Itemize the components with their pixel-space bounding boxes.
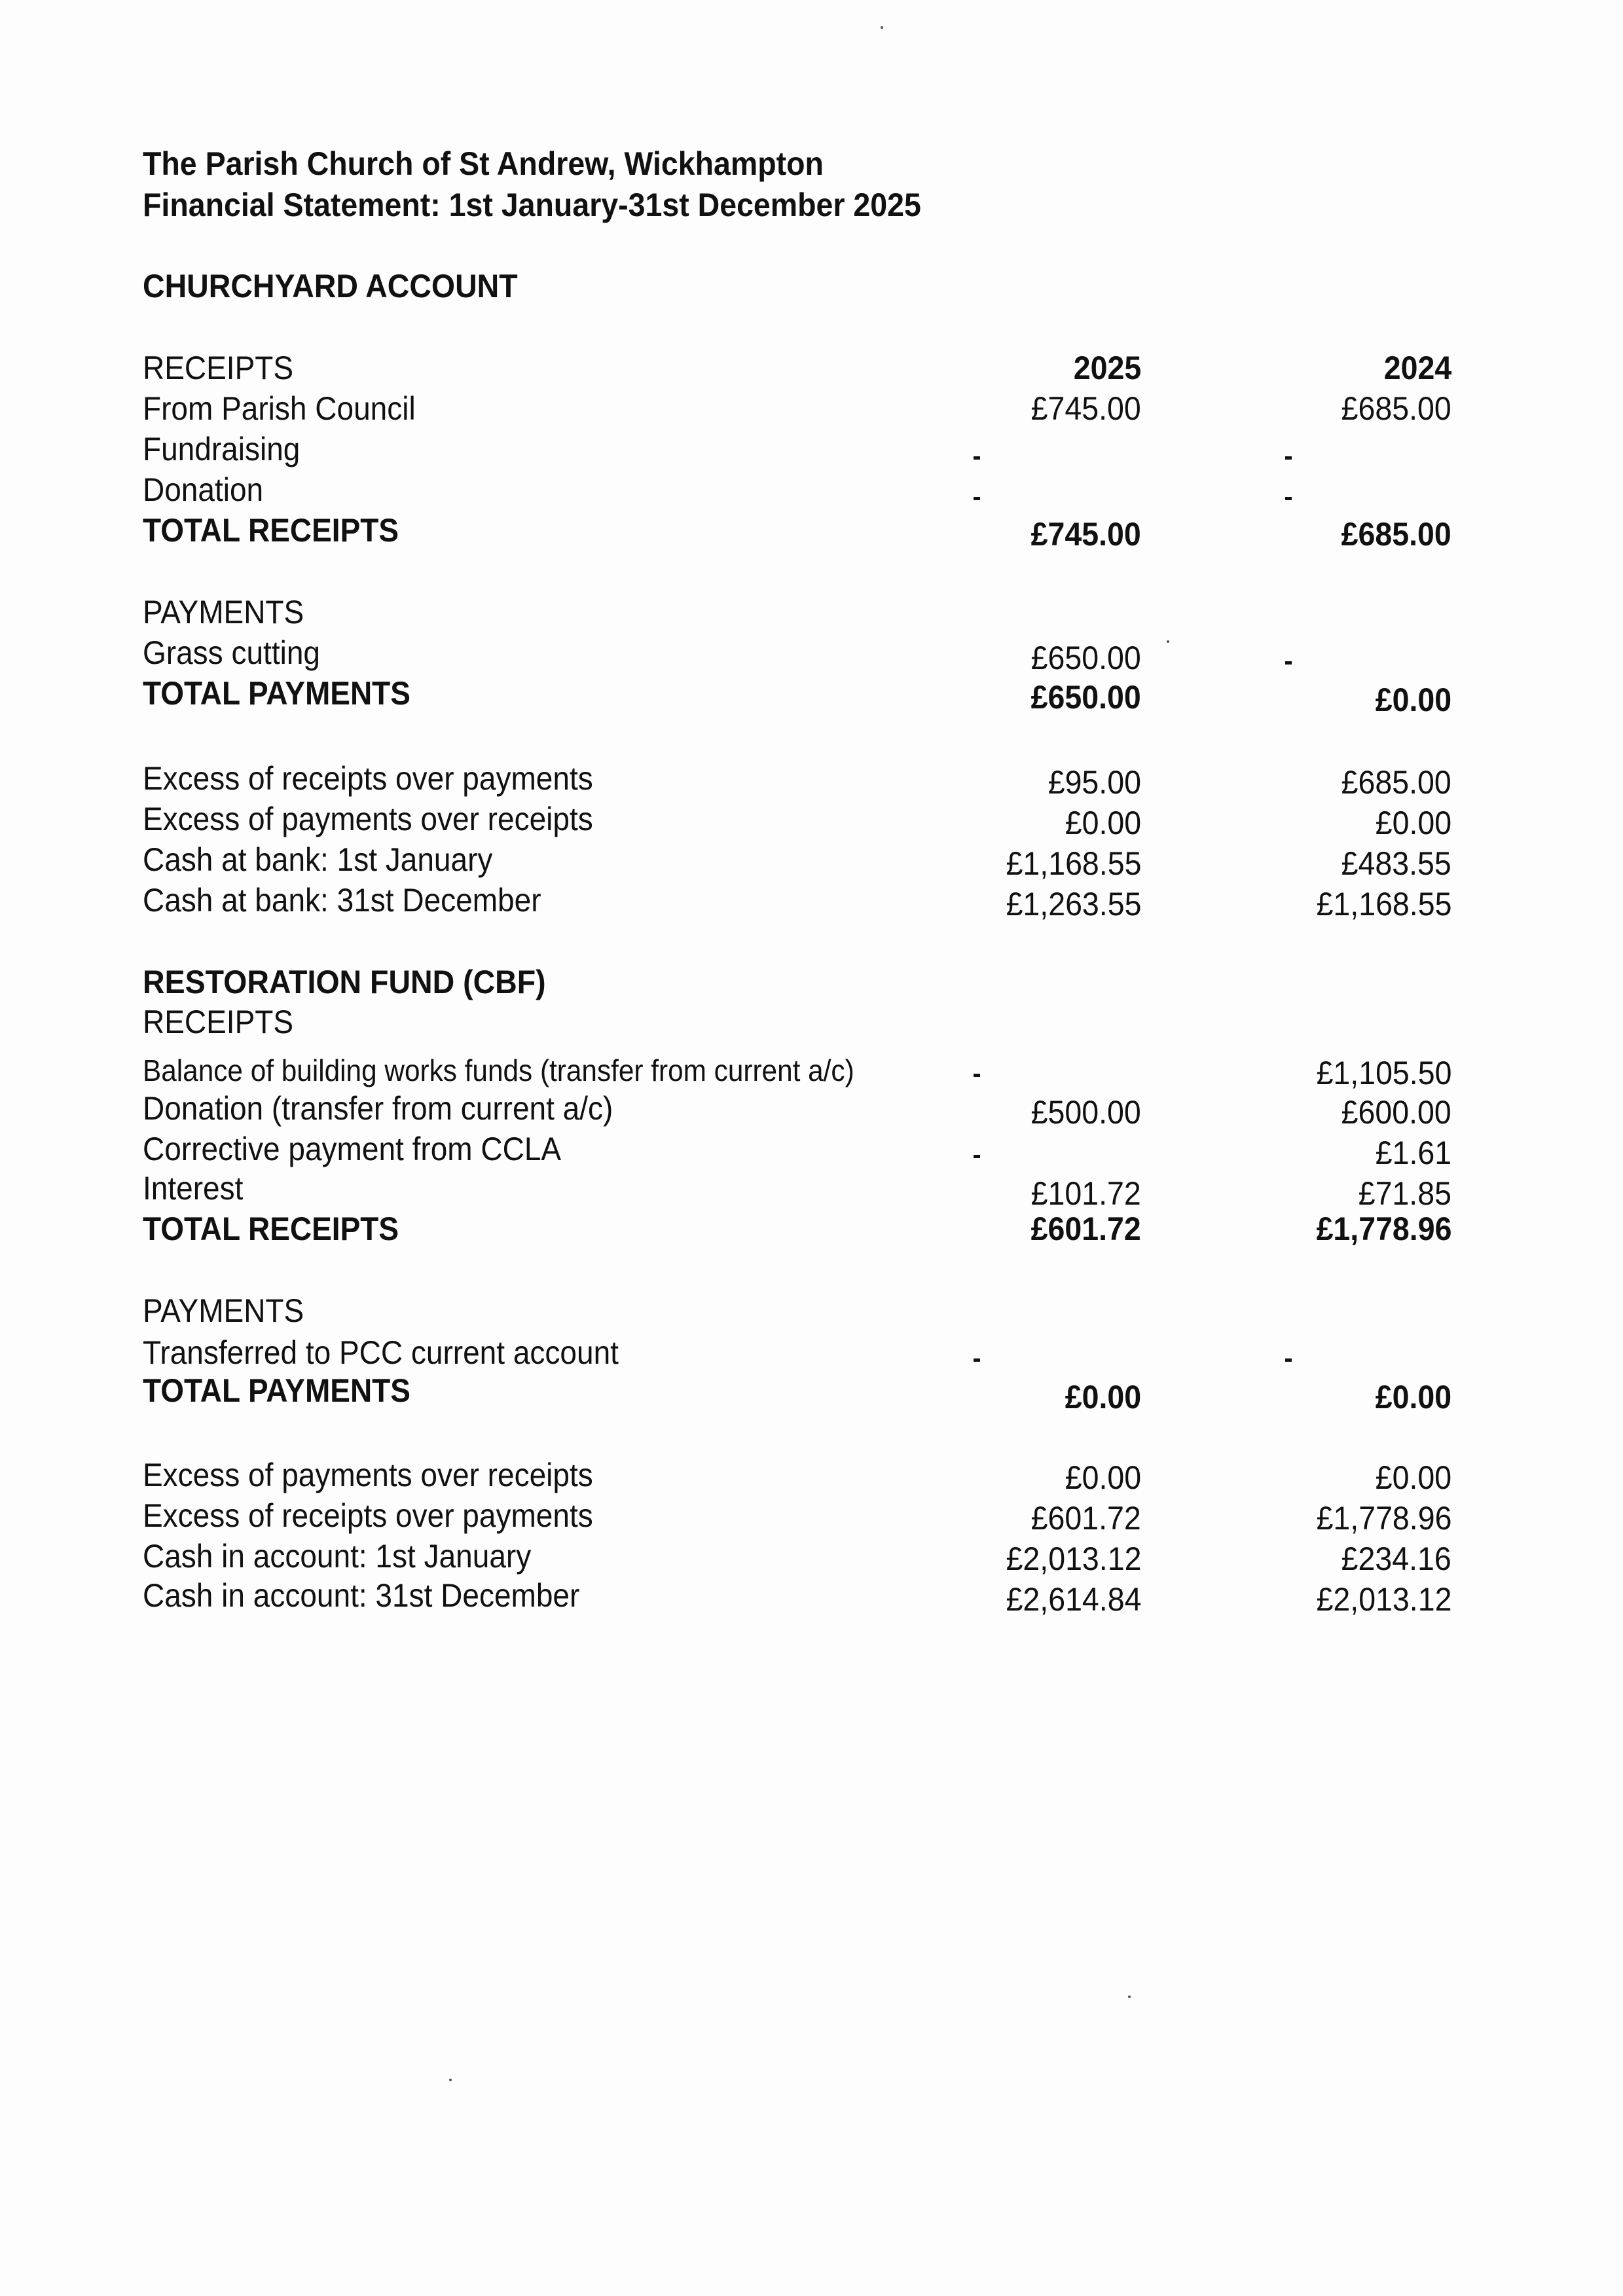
- row-label: TOTAL PAYMENTS: [143, 675, 410, 712]
- row-label: Cash in account: 31st December: [143, 1577, 580, 1614]
- table-row: [0, 1536, 1623, 1576]
- value-2025: £2,013.12: [1006, 1540, 1141, 1577]
- value-2025: £601.72: [1030, 1211, 1141, 1247]
- table-row: [0, 1455, 1623, 1495]
- restoration-total-receipts-row: [0, 1209, 1623, 1249]
- value-2024: £685.00: [1341, 390, 1451, 427]
- value-2024: £1,778.96: [1316, 1500, 1451, 1537]
- row-label: Excess of receipts over payments: [143, 1497, 593, 1534]
- nil-dash-2024: [1285, 456, 1292, 460]
- table-row: [0, 1050, 1623, 1091]
- churchyard-receipts-header-row: [0, 348, 1623, 388]
- value-2024: £685.00: [1341, 764, 1451, 801]
- restoration-receipts-header-row: [0, 1002, 1623, 1042]
- value-2024: £1,778.96: [1316, 1211, 1451, 1247]
- restoration-fund-heading: RESTORATION FUND (CBF): [143, 964, 546, 1000]
- table-row: [0, 1575, 1623, 1616]
- scan-speck: [1128, 1995, 1131, 1998]
- value-2024: £234.16: [1341, 1540, 1451, 1577]
- churchyard-total-payments-row: [0, 673, 1623, 718]
- table-row: [0, 1168, 1623, 1212]
- restoration-receipts-heading: RECEIPTS: [143, 1004, 294, 1040]
- row-label: Cash in account: 1st January: [143, 1538, 532, 1575]
- churchyard-payments-header-row: [0, 592, 1623, 632]
- row-label: Corrective payment from CCLA: [143, 1131, 562, 1167]
- nil-dash-2025: [974, 497, 980, 500]
- table-row: [0, 839, 1623, 880]
- row-label: Transferred to PCC current account: [143, 1334, 619, 1371]
- scan-speck: [881, 26, 883, 29]
- row-label: TOTAL RECEIPTS: [143, 512, 399, 549]
- value-2025: £2,614.84: [1006, 1581, 1141, 1618]
- column-header-2025: 2025: [1073, 350, 1141, 386]
- value-2024: £0.00: [1375, 805, 1451, 841]
- churchyard-total-receipts-row: [0, 510, 1623, 551]
- value-2025: £1,168.55: [1006, 845, 1141, 882]
- table-row: [0, 758, 1623, 799]
- value-2024: £71.85: [1358, 1175, 1451, 1212]
- table-row: [0, 632, 1623, 676]
- value-2024: £685.00: [1341, 516, 1451, 553]
- value-2025: £650.00: [1030, 640, 1141, 676]
- row-label: Excess of payments over receipts: [143, 1457, 593, 1493]
- row-label: Interest: [143, 1170, 244, 1207]
- churchyard-receipts-heading: RECEIPTS: [143, 350, 294, 386]
- value-2025: £0.00: [1065, 1379, 1141, 1415]
- value-2024: £0.00: [1375, 682, 1451, 718]
- table-row: [0, 1088, 1623, 1129]
- table-row: [0, 429, 1623, 469]
- nil-dash-2025: [974, 1155, 980, 1158]
- value-2025: £1,263.55: [1006, 886, 1141, 922]
- value-2024: £0.00: [1375, 1379, 1451, 1415]
- document-title-line2: Financial Statement: 1st January-31st December 2025: [143, 187, 921, 223]
- scan-speck: [449, 2079, 452, 2081]
- row-label: Cash at bank: 1st January: [143, 841, 493, 878]
- restoration-payments-header-row: [0, 1290, 1623, 1331]
- table-row: [0, 1495, 1623, 1536]
- row-label: Donation (transfer from current a/c): [143, 1090, 613, 1127]
- row-label: Grass cutting: [143, 634, 320, 671]
- row-label: Fundraising: [143, 431, 301, 467]
- value-2025: £745.00: [1030, 390, 1141, 427]
- row-label: Donation: [143, 471, 264, 508]
- value-2024: £2,013.12: [1316, 1581, 1451, 1618]
- value-2025: £500.00: [1030, 1094, 1141, 1131]
- value-2024: £600.00: [1341, 1094, 1451, 1131]
- value-2025: £745.00: [1030, 516, 1141, 553]
- row-label: Balance of building works funds (transfer from current a/c): [143, 1053, 854, 1087]
- row-label: Excess of payments over receipts: [143, 801, 593, 837]
- value-2025: £95.00: [1048, 764, 1141, 801]
- row-label: Excess of receipts over payments: [143, 760, 593, 797]
- value-2024: £1,168.55: [1316, 886, 1451, 922]
- nil-dash-2024: [1285, 661, 1292, 665]
- value-2024: £0.00: [1375, 1459, 1451, 1496]
- scan-speck: [1167, 640, 1169, 643]
- nil-dash-2025: [974, 456, 980, 460]
- value-2025: £101.72: [1030, 1175, 1141, 1212]
- value-2025: £0.00: [1065, 805, 1141, 841]
- table-row: [0, 388, 1623, 429]
- table-row: [0, 1332, 1623, 1373]
- value-2025: £650.00: [1030, 679, 1141, 716]
- value-2025: £0.00: [1065, 1459, 1141, 1496]
- nil-dash-2025: [974, 1074, 980, 1077]
- column-header-2024: 2024: [1383, 350, 1451, 386]
- restoration-total-payments-row: [0, 1370, 1623, 1415]
- churchyard-account-heading: CHURCHYARD ACCOUNT: [143, 268, 518, 304]
- row-label: TOTAL PAYMENTS: [143, 1372, 410, 1409]
- table-row: [0, 1129, 1623, 1169]
- value-2025: £601.72: [1030, 1500, 1141, 1537]
- value-2024: £1.61: [1375, 1135, 1451, 1171]
- table-row: [0, 799, 1623, 839]
- nil-dash-2024: [1285, 497, 1292, 500]
- value-2024: £1,105.50: [1316, 1055, 1451, 1091]
- table-row: [0, 469, 1623, 510]
- table-row: [0, 880, 1623, 920]
- row-label: TOTAL RECEIPTS: [143, 1211, 399, 1247]
- row-label: From Parish Council: [143, 390, 416, 427]
- restoration-payments-heading: PAYMENTS: [143, 1292, 304, 1329]
- row-label: Cash at bank: 31st December: [143, 882, 541, 919]
- churchyard-payments-heading: PAYMENTS: [143, 594, 304, 630]
- document-title-line1: The Parish Church of St Andrew, Wickhampton: [143, 145, 824, 182]
- value-2024: £483.55: [1341, 845, 1451, 882]
- nil-dash-2025: [974, 1358, 980, 1362]
- nil-dash-2024: [1285, 1358, 1292, 1362]
